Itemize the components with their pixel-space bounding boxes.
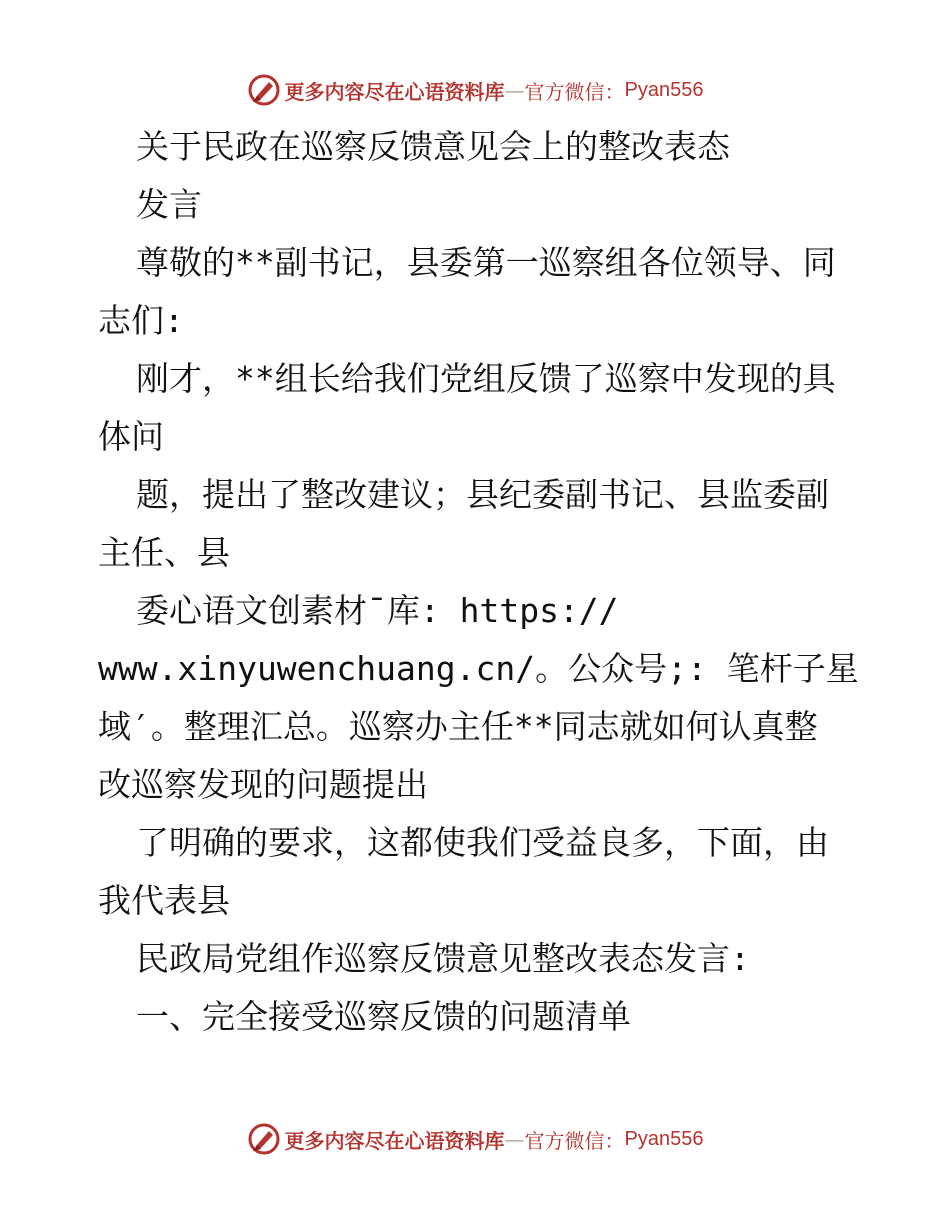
footer-text: 更多内容尽在心语资料库: [284, 1128, 505, 1153]
header-banner: [0, 70, 950, 110]
section-heading: 一、完全接受巡察反馈的问题清单: [136, 997, 631, 1036]
footer-wechat-id: Pyan556: [624, 1127, 704, 1150]
text-line: www.xinyuwenchuang.cn/。公众号;: 笔杆子星: [98, 649, 859, 688]
footer-banner: [0, 1119, 950, 1159]
text-line: 我代表县: [98, 881, 230, 920]
text-line: 主任、县: [98, 533, 230, 572]
logo-icon: [247, 1122, 281, 1156]
text-line: 志们:: [98, 301, 184, 340]
logo-icon: [247, 73, 281, 107]
text-line-title-1: 关于民政在巡察反馈意见会上的整改表态: [136, 127, 730, 166]
header-wechat-label: 官方微信：: [524, 79, 625, 104]
footer-dash: —: [504, 1127, 525, 1151]
text-line: 民政局党组作巡察反馈意见整改表态发言:: [136, 939, 750, 978]
text-line: 了明确的要求，这都使我们受益良多，下面，由: [136, 823, 829, 862]
header-dash: —: [504, 78, 525, 102]
header-wechat-id: Pyan556: [624, 78, 704, 101]
text-line: 改巡察发现的问题提出: [98, 765, 428, 804]
text-line: 委心语文创素材¯库: https://: [136, 591, 619, 630]
text-line: 刚才，**组长给我们党组反馈了巡察中发现的具: [136, 359, 836, 398]
text-line: 域′。整理汇总。巡察办主任**同志就如何认真整: [98, 707, 818, 746]
text-line: 体问: [98, 417, 164, 456]
footer-wechat-label: 官方微信：: [524, 1128, 625, 1153]
header-text: 更多内容尽在心语资料库: [284, 79, 505, 104]
text-line-title-2: 发言: [136, 185, 202, 224]
text-line: 尊敬的**副书记，县委第一巡察组各位领导、同: [136, 243, 836, 282]
text-line: 题，提出了整改建议；县纪委副书记、县监委副: [136, 475, 829, 514]
